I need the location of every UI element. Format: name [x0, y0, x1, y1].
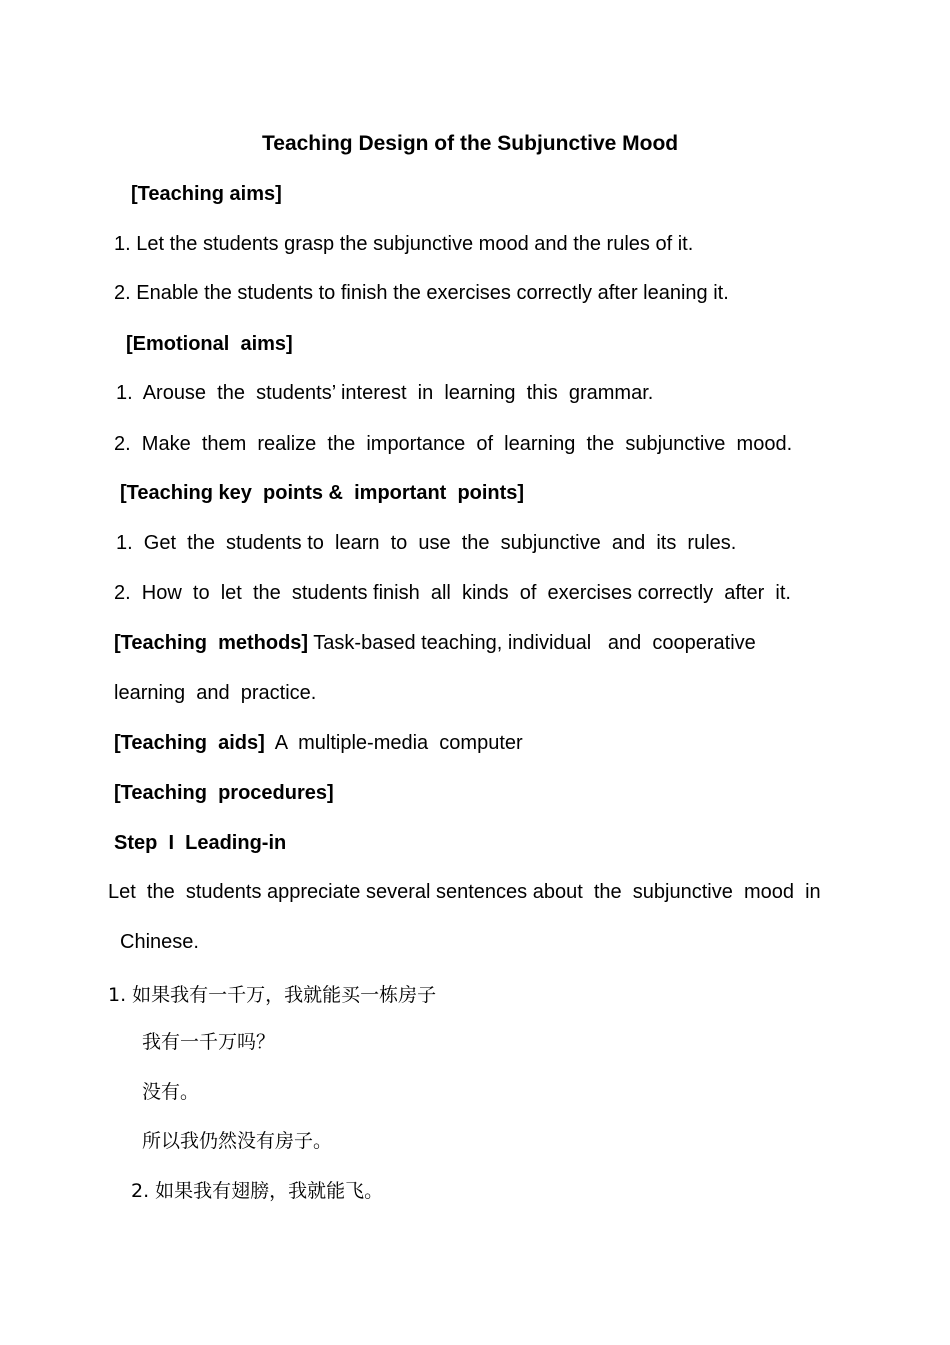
- emotional-aim-item-1: 1. Arouse the students’ interest in learning this grammar.: [116, 382, 654, 404]
- teaching-aids-line: [114, 731, 523, 755]
- chinese-example-1-conclusion: 所以我仍然没有房子。: [142, 1130, 333, 1152]
- chinese-example-1-answer: 没有。: [142, 1081, 200, 1103]
- teaching-aims-heading: [Teaching aims]: [131, 183, 282, 205]
- teaching-aids-label: [Teaching aids]: [114, 732, 265, 754]
- document-title: Teaching Design of the Subjunctive Mood: [262, 132, 679, 155]
- key-point-item-2: 2. How to let the students finish all kinds of exercises correctly after it.: [114, 582, 791, 604]
- emotional-aims-heading: [Emotional aims]: [126, 333, 293, 355]
- chinese-example-1: 1. 如果我有一千万，我就能买一栋房子: [108, 984, 437, 1006]
- key-point-item-1: 1. Get the students to learn to use the subjunctive and its rules.: [116, 532, 737, 554]
- chinese-example-2: 2. 如果我有翅膀，我就能飞。: [131, 1180, 384, 1202]
- teaching-methods-line: [114, 631, 756, 655]
- teaching-aim-item-2: 2. Enable the students to finish the exercises correctly after leaning it.: [114, 282, 729, 304]
- teaching-methods-text: Task-based teaching, individual and cooperative: [313, 632, 756, 654]
- teaching-procedures-heading: [Teaching procedures]: [114, 782, 334, 804]
- teaching-aim-item-1: 1. Let the students grasp the subjunctive mood and the rules of it.: [114, 233, 694, 255]
- key-points-heading: [Teaching key points & important points]: [120, 482, 525, 504]
- teaching-aids-text: A multiple-media computer: [274, 732, 523, 754]
- step-1-text: Let the students appreciate several sentences about the subjunctive mood in: [108, 881, 821, 903]
- step-1-heading: Step I Leading-in: [114, 832, 287, 854]
- chinese-example-1-question: 我有一千万吗？: [142, 1031, 276, 1053]
- teaching-methods-label: [Teaching methods]: [114, 632, 309, 654]
- emotional-aim-item-2: 2. Make them realize the importance of learning the subjunctive mood.: [114, 433, 793, 455]
- step-1-text-continuation: Chinese.: [120, 931, 199, 953]
- teaching-methods-continuation: learning and practice.: [114, 682, 317, 704]
